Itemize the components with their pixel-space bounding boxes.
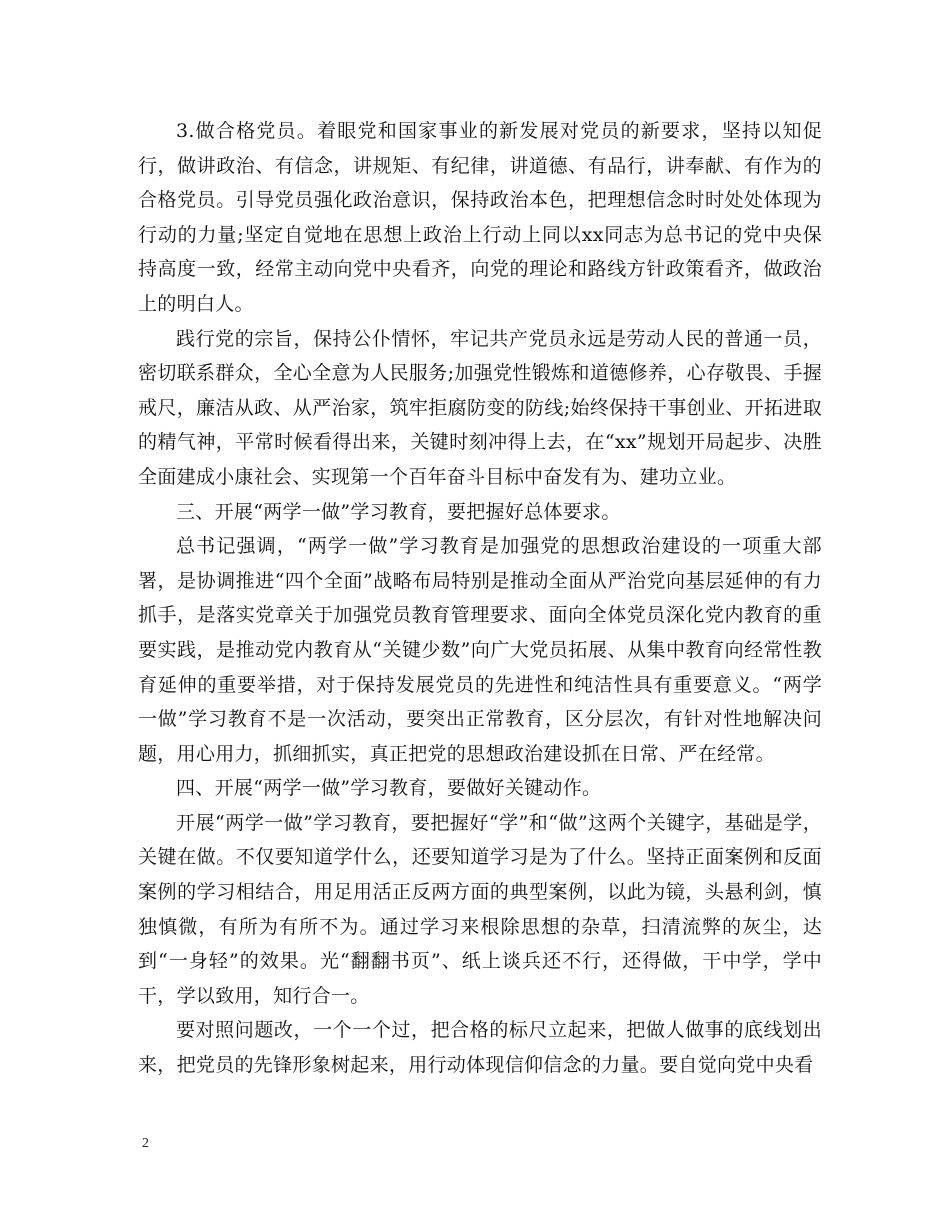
section-heading-three: 三、开展“两学一做”学习教育，要把握好总体要求。 bbox=[176, 500, 621, 523]
page-number: 2 bbox=[142, 1136, 149, 1151]
document-body bbox=[138, 114, 822, 1083]
section-heading-four: 四、开展“两学一做”学习教育，要做好关键动作。 bbox=[176, 777, 602, 800]
paragraph-rectify-problems: 要对照问题改，一个一个过，把合格的标尺立起来，把做人做事的底线划出来，把党员的先锋形象树起来，用行动体现信仰信念的力量。要自觉向党中央看 bbox=[138, 1019, 822, 1077]
paragraph-general-requirements: 总书记强调，“两学一做”学习教育是加强党的思想政治建设的一项重大部署，是协调推进“四个全面”战略布局特别是推动全面从严治党向基层延伸的有力抓手，是落实党章关于加强党员教育管理要求、面向全体党员深化党内教育的重要实践，是推动党内教育从“关键少数”向广大党员拓展、从集中教育向经常性教育延伸的重要举措，对于保持发展党员的先进性和纯洁性具有重要意义。“两学一做”学习教育不是一次活动，要突出正常教育，区分层次，有针对性地解决问题，用心用力，抓细抓实，真正把党的思想政治建设抓在日常、严在经常。 bbox=[138, 535, 822, 765]
paragraph-key-actions: 开展“两学一做”学习教育，要把握好“学”和“做”这两个关键字，基础是学，关键在做。不仅要知道学什么，还要知道学习是为了什么。坚持正面案例和反面案例的学习相结合，用足用活正反两方面的典型案例，以此为镜，头悬利剑，慎独慎微，有所为有所不为。通过学习来根除思想的杂草，扫清流弊的灰尘，达到“一身轻”的效果。光“翻翻书页”、纸上谈兵还不行，还得做，干中学，学中干，学以致用，知行合一。 bbox=[138, 811, 822, 1007]
paragraph-qualified-member: 3.做合格党员。着眼党和国家事业的新发展对党员的新要求，坚持以知促行，做讲政治、有信念，讲规矩、有纪律，讲道德、有品行，讲奉献、有作为的合格党员。引导党员强化政治意识，保持政治本色，把理想信念时时处处体现为行动的力量;坚定自觉地在思想上政治上行动上同以xx同志为总书记的党中央保持高度一致，经常主动向党中央看齐，向党的理论和路线方针政策看齐，做政治上的明白人。 bbox=[138, 120, 822, 315]
paragraph-party-purpose: 践行党的宗旨，保持公仆情怀，牢记共产党员永远是劳动人民的普通一员，密切联系群众，全心全意为人民服务;加强党性锻炼和道德修养，心存敬畏、手握戒尺，廉洁从政、从严治家，筑牢拒腐防变的防线;始终保持干事创业、开拓进取的精气神，平常时候看得出来，关键时刻冲得上去，在“xx”规划开局起步、决胜全面建成小康社会、实现第一个百年奋斗目标中奋发有为、建功立业。 bbox=[138, 327, 822, 488]
